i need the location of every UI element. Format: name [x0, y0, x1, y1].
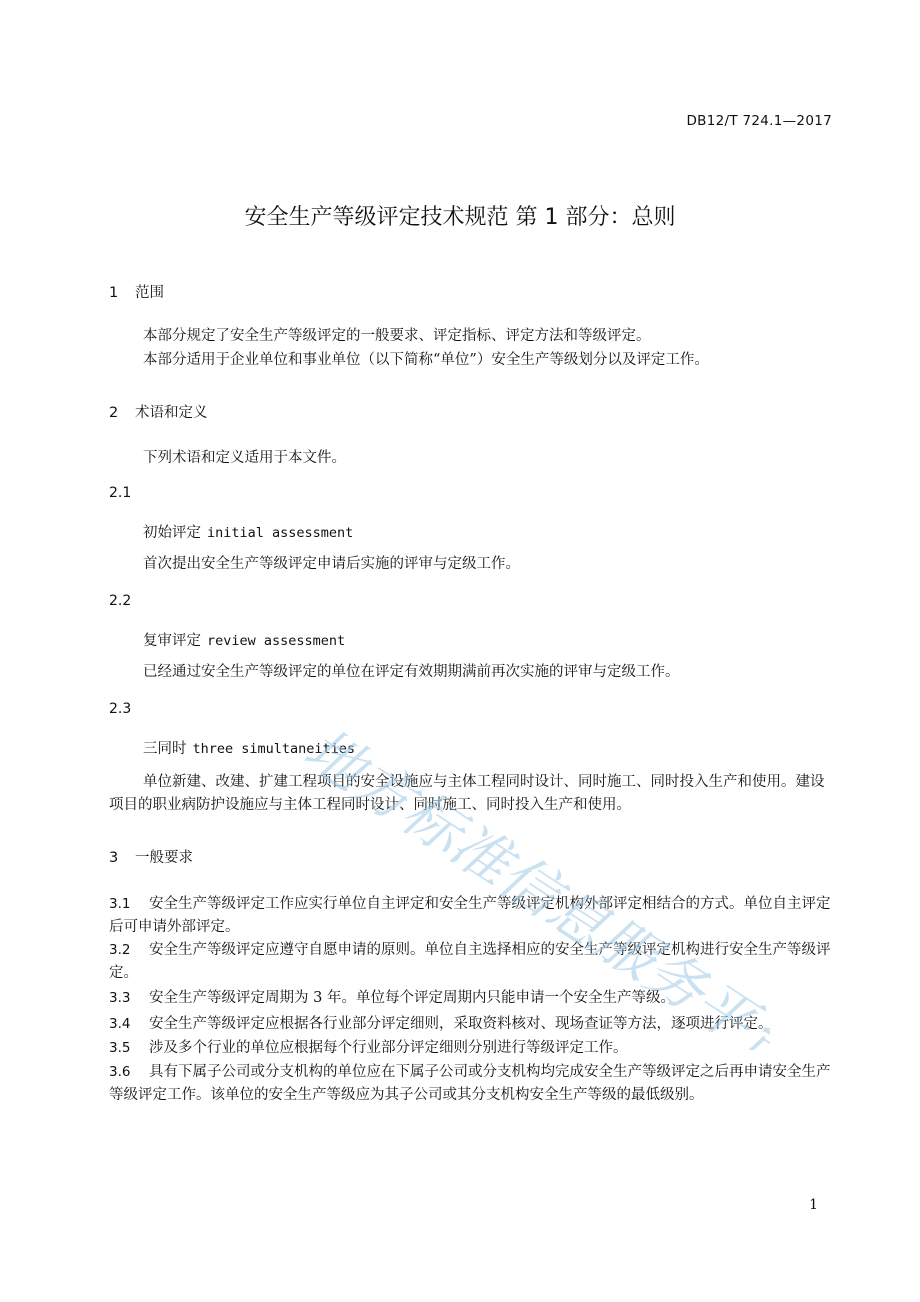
- clause-text: 安全生产等级评定应根据各行业部分评定细则，采取资料核对、现场查证等方法，逐项进行评定。: [149, 1016, 773, 1032]
- term-en: three simultaneities: [192, 741, 356, 757]
- page-title: 安全生产等级评定技术规范 第 1 部分：总则: [244, 205, 676, 230]
- section-title: 范围: [135, 285, 164, 301]
- section-1-para-2: 本部分适用于企业单位和事业单位（以下简称“单位”）安全生产等级划分以及评定工作。: [143, 352, 709, 368]
- term-definition: 已经通过安全生产等级评定的单位在评定有效期期满前再次实施的评审与定级工作。: [143, 664, 680, 680]
- document-code: DB12/T 724.1—2017: [686, 113, 832, 129]
- term-number: 2.3: [109, 701, 132, 717]
- clause-number: 3.5: [109, 1040, 131, 1056]
- clause-3-4: [109, 1013, 835, 1036]
- section-1-para-1: 本部分规定了安全生产等级评定的一般要求、评定指标、评定方法和等级评定。: [143, 328, 651, 344]
- term-number: 2.2: [109, 593, 132, 609]
- clause-text: 安全生产等级评定工作应实行单位自主评定和安全生产等级评定机构外部评定相结合的方式。单位自主评定后可申请外部评定。: [109, 896, 831, 935]
- clause-text: 安全生产等级评定应遵守自愿申请的原则。单位自主选择相应的安全生产等级评定机构进行安全生产等级评定。: [109, 942, 831, 981]
- term-en: review assessment: [207, 633, 346, 649]
- term-definition: 单位新建、改建、扩建工程项目的安全设施应与主体工程同时设计、同时施工、同时投入生产和使用。建设项目的职业病防护设施应与主体工程同时设计、同时施工、同时投入生产和使用。: [109, 774, 825, 813]
- term-en: initial assessment: [207, 525, 354, 541]
- clause-text: 安全生产等级评定周期为 3 年。单位每个评定周期内只能申请一个安全生产等级。: [149, 990, 675, 1006]
- section-2-intro: 下列术语和定义适用于本文件。: [143, 450, 346, 466]
- clause-number: 3.3: [109, 990, 131, 1006]
- section-title: 术语和定义: [135, 405, 208, 421]
- clause-3-5: [109, 1037, 835, 1060]
- section-number: 1: [109, 285, 119, 301]
- clause-number: 3.4: [109, 1016, 131, 1032]
- term-number: 2.1: [109, 485, 132, 501]
- clause-text: 涉及多个行业的单位应根据每个行业部分评定细则分别进行等级评定工作。: [149, 1040, 628, 1056]
- section-number: 3: [109, 850, 119, 866]
- clause-3-6: [109, 1061, 835, 1107]
- term-zh: 初始评定: [143, 525, 201, 541]
- term-definition: 首次提出安全生产等级评定申请后实施的评审与定级工作。: [143, 556, 520, 572]
- clause-3-3: [109, 987, 835, 1010]
- term-title: [143, 737, 355, 758]
- section-number: 2: [109, 405, 119, 421]
- section-2-heading: [109, 401, 208, 422]
- clause-3-2: [109, 939, 835, 985]
- section-1-heading: [109, 281, 164, 302]
- section-3-heading: [109, 846, 193, 867]
- term-zh: 三同时: [143, 741, 187, 757]
- term-title: [143, 521, 353, 542]
- clause-number: 3.1: [109, 896, 131, 912]
- term-title: [143, 629, 345, 650]
- term-zh: 复审评定: [143, 633, 201, 649]
- clause-number: 3.2: [109, 942, 131, 958]
- section-title: 一般要求: [135, 850, 193, 866]
- watermark-text: 地方标准信息服务平台: [300, 720, 770, 1050]
- clause-text: 具有下属子公司或分支机构的单位应在下属子公司或分支机构均完成安全生产等级评定之后再申请安全生产等级评定工作。该单位的安全生产等级应为其子公司或其分支机构安全生产等级的最低级别。: [109, 1064, 831, 1103]
- clause-number: 3.6: [109, 1064, 131, 1080]
- clause-3-1: [109, 893, 835, 939]
- page-number: 1: [809, 1197, 818, 1213]
